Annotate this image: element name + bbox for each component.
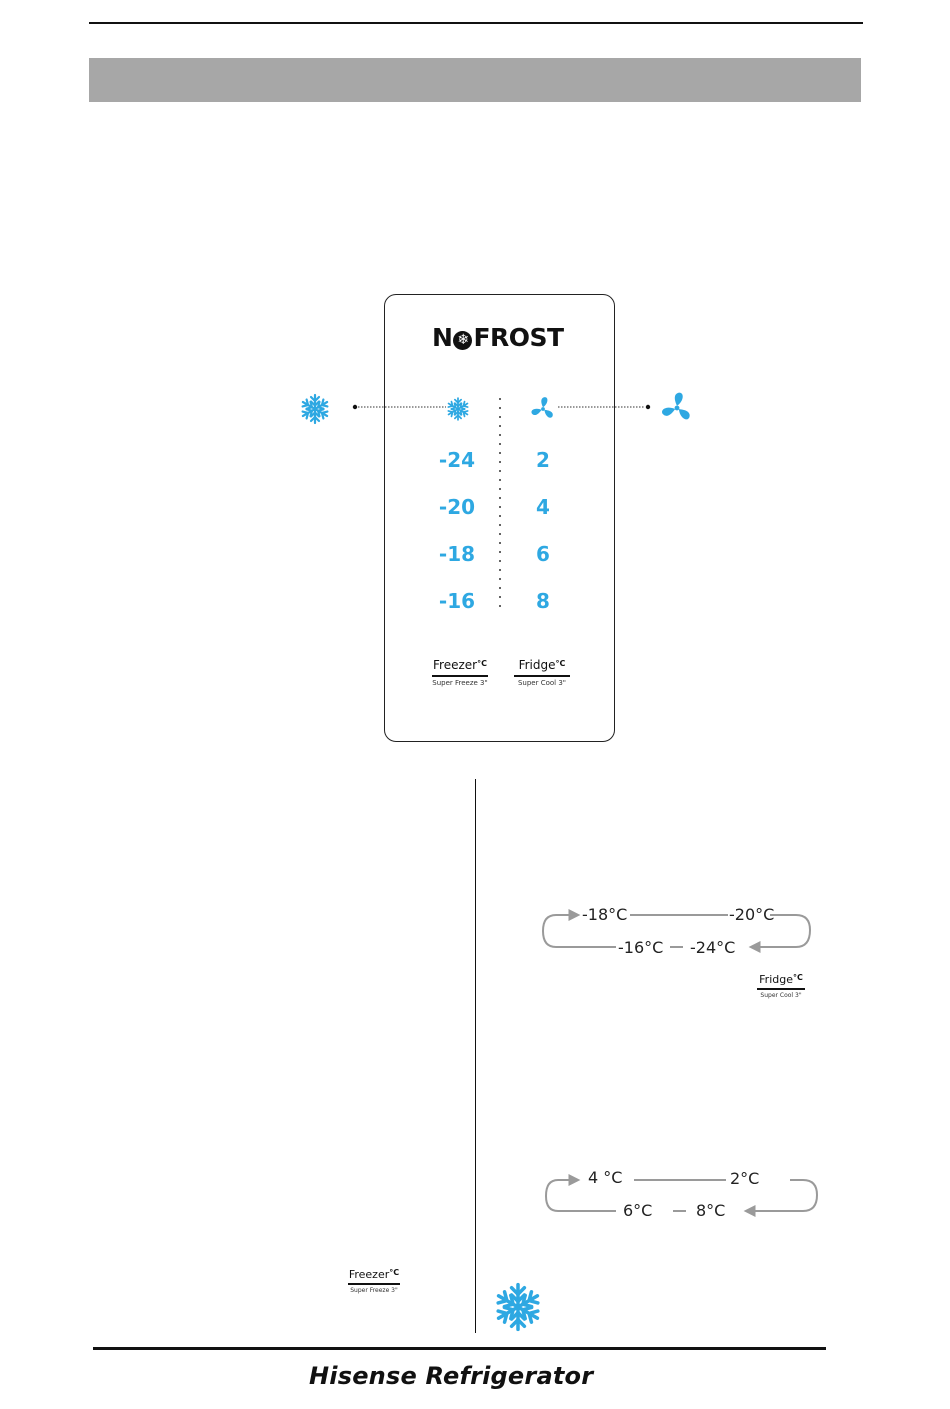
freezer-cycle-value: -20°C [729, 905, 775, 924]
freezer-cycle-value: -18°C [582, 905, 628, 924]
fan-icon [658, 389, 696, 427]
fridge-button[interactable]: Fridge$^{^\circ C}$ Super Cool 3" [512, 658, 572, 687]
footer-brand: Hisense Refrigerator [309, 1362, 594, 1390]
fridge-cycle-value: 8°C [696, 1201, 726, 1220]
freezer-button[interactable]: Freezer$^{^\circ C}$ Super Freeze 3" [432, 658, 488, 687]
top-rule [89, 22, 863, 24]
column-divider [475, 779, 476, 1333]
fridge-temp-indicator: 2 [536, 448, 550, 472]
freezer-temp-indicator: -24 [438, 448, 476, 472]
fridge-temp-indicator: 8 [536, 589, 550, 613]
freezer-button-icon: Freezer$^{^\circ C}$ Super Freeze 3" [348, 1268, 400, 1294]
fridge-button-icon: Fridge$^{^\circ C}$ Super Cool 3" [755, 973, 807, 999]
snowflake-icon [298, 392, 332, 426]
fridge-temp-indicator: 4 [536, 495, 550, 519]
fridge-cycle-value: 6°C [623, 1201, 653, 1220]
footer-rule [93, 1347, 826, 1350]
fridge-temp-indicator: 6 [536, 542, 550, 566]
freezer-temp-indicator: -18 [438, 542, 476, 566]
freezer-temp-indicator: -16 [438, 589, 476, 613]
snowflake-icon [492, 1281, 544, 1333]
freezer-cycle-value: -16°C [618, 938, 664, 957]
fridge-cycle-value: 4 °C [588, 1168, 623, 1187]
freezer-cycle-value: -24°C [690, 938, 736, 957]
freezer-temp-indicator: -20 [438, 495, 476, 519]
fridge-fan-icon [528, 394, 558, 424]
freezer-cycle-arrows [538, 900, 818, 962]
section-header-bar [89, 58, 861, 102]
callout-leader-left [352, 403, 448, 411]
callout-leader-right [556, 403, 652, 411]
freezer-snowflake-icon [444, 395, 472, 423]
panel-divider-dots [499, 398, 501, 614]
fridge-cycle-value: 2°C [730, 1169, 760, 1188]
fridge-cycle-arrows [540, 1165, 822, 1227]
no-frost-logo: N ❄ FROST [432, 323, 564, 352]
